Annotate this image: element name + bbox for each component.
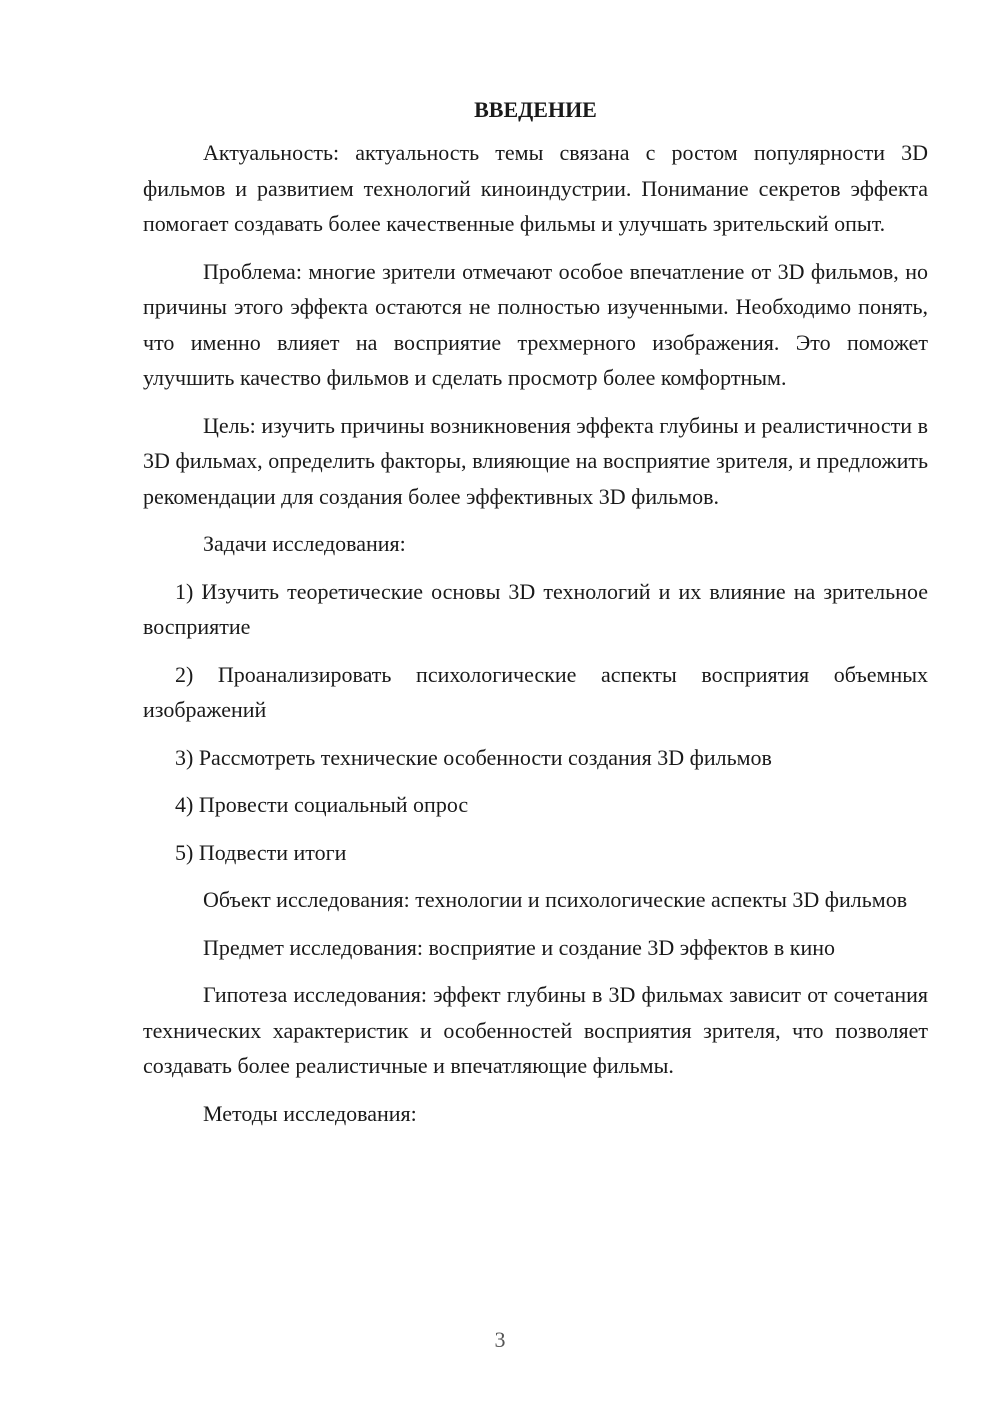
paragraph-subject: Предмет исследования: восприятие и создание 3D эффектов в кино: [203, 934, 835, 960]
paragraph-problem: Проблема: многие зрители отмечают особое впечатление от 3D фильмов, но причины этого эффекта остаются не полностью изученными. Необходимо понять, что именно влияет на восприятие трехмерного изображения. Это поможет улучшить качество фильмов и сделать просмотр более комфортным.: [143, 258, 928, 390]
paragraph-object: Объект исследования: технологии и психологические аспекты 3D фильмов: [203, 887, 908, 912]
paragraph-relevance: Актуальность: актуальность темы связана с ростом популярности 3D фильмов и развитием технологий киноиндустрии. Понимание секретов эффекта помогает создавать более качественные фильмы и улучшать зрительский опыт.: [143, 140, 928, 236]
task-item-1: 1) Изучить теоретические основы 3D технологий и их влияние на зрительное восприятие: [143, 578, 928, 639]
task-item-2: 2) Проанализировать психологические аспекты восприятия объемных изображений: [143, 661, 928, 722]
document-title: ВВЕДЕНИЕ: [474, 97, 597, 122]
paragraph-hypothesis: Гипотеза исследования: эффект глубины в 3D фильмах зависит от сочетания технических характеристик и особенностей восприятия зрителя, что позволяет создавать более реалистичные и впечатляющие фильмы.: [143, 982, 928, 1078]
paragraph-tasks-heading: Задачи исследования:: [203, 531, 406, 556]
paragraph-goal: Цель: изучить причины возникновения эффекта глубины и реалистичности в 3D фильмах, определить факторы, влияющие на восприятие зрителя, и предложить рекомендации для создания более эффективных 3D фильмов.: [143, 412, 928, 509]
paragraph-methods-heading: Методы исследования:: [203, 1100, 417, 1126]
document-page: [143, 95, 928, 1143]
task-item-4: 4) Провести социальный опрос: [175, 792, 469, 817]
task-item-5: 5) Подвести итоги: [175, 839, 347, 865]
task-item-3: 3) Рассмотреть технические особенности создания 3D фильмов: [175, 744, 772, 770]
page-number: 3: [494, 1327, 506, 1352]
